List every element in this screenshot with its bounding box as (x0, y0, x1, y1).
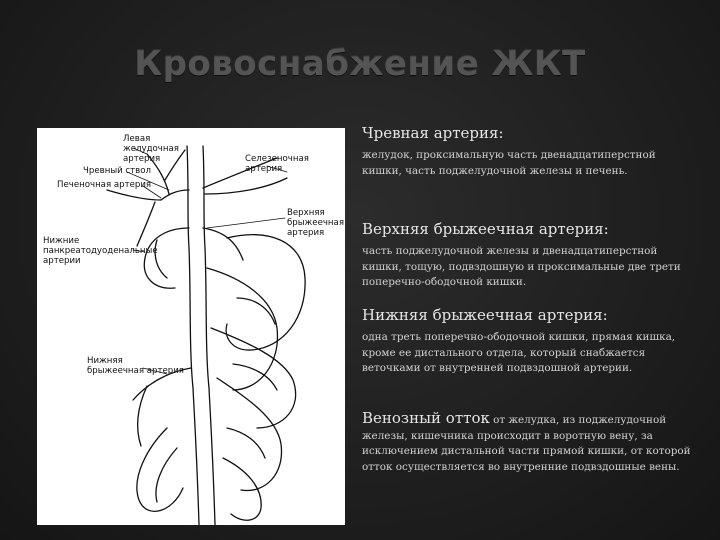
sma-loop-1 (226, 235, 305, 350)
gi-blood-supply-diagram (37, 128, 345, 525)
celiac-trunk (161, 190, 189, 200)
label-hepatic-artery: Печеночная артерия (57, 180, 152, 190)
label-ima-line2: брыжеечная артерия (87, 366, 184, 376)
label-superior-mesenteric-artery (287, 208, 344, 238)
label-left-gastric-line3: артерия (123, 154, 161, 164)
label-sma-line3: артерия (287, 228, 325, 238)
section-venous-title: Венозный отток (362, 409, 490, 427)
section-ima-title: Нижняя брыжеечная артерия: (362, 306, 608, 324)
label-splenic-line1: Селезеночная (245, 154, 309, 164)
label-sma-line2: брыжеечная (287, 218, 344, 228)
section-venous-paragraph (362, 411, 692, 475)
label-left-gastric-line2: желудочная (123, 144, 179, 154)
section-inferior-mesenteric (362, 306, 692, 377)
label-inferior-mesenteric-artery (87, 356, 184, 376)
label-sma-line1: Верхняя (287, 208, 325, 218)
label-pd-line1: Нижние (43, 236, 80, 246)
section-sma-body: часть поджелудочной железы и двенадцатиперстной кишки, тощую, подвздошную и проксимальные две трети поперечно-ободочной кишки. (362, 245, 681, 288)
splenic-branch-2 (205, 178, 287, 194)
slide-title: Кровоснабжение ЖКТ (134, 44, 586, 84)
aorta-wall (203, 146, 215, 525)
sma-branch-c (227, 428, 265, 458)
section-celiac-title: Чревная артерия: (362, 124, 504, 142)
sma-branch-a (237, 298, 275, 324)
label-celiac-trunk: Чревный ствол (83, 166, 151, 176)
superior-mesenteric-trunk (203, 228, 243, 260)
ileocolic-loop-1 (137, 428, 183, 511)
label-splenic-line2: артерия (245, 164, 283, 174)
section-venous-drainage (362, 411, 692, 475)
section-ima-body: одна треть поперечно-ободочной кишки, прямая кишка, кроме ее дистального отдела, который снабжается веточками от внутренней подвздошной артерии. (362, 331, 676, 374)
section-sma-title: Верхняя брыжеечная артерия: (362, 220, 609, 238)
label-pd-line2: панкреатодуоденальные (43, 246, 158, 256)
label-pd-line3: артерии (43, 256, 81, 266)
section-celiac-body: желудок, проксимальную часть двенадцатиперстной кишки, часть поджелудочной железы и печень. (362, 149, 656, 177)
ileocolic-loop-2 (156, 448, 177, 502)
sma-loop-3 (211, 328, 296, 428)
section-venous-body: от желудка, из поджелудочной железы, кишечника происходит в воротную вену, за исключением дистальной части прямой кишки, от которой отток осуществляется во внутренние подвздошные вены. (362, 414, 691, 473)
section-superior-mesenteric (362, 220, 692, 291)
label-pancreaticoduodenal-arteries (43, 236, 158, 266)
label-splenic-artery (245, 154, 309, 174)
label-ima-line1: Нижняя (87, 356, 123, 366)
label-left-gastric-line1: Левая (123, 134, 151, 144)
label-left-gastric-artery (123, 134, 179, 164)
leader-sma (207, 218, 285, 228)
inferior-mesenteric-branch (138, 386, 147, 446)
section-celiac (362, 124, 692, 179)
sma-loop-4 (217, 378, 282, 491)
hepatic-branch (107, 190, 161, 200)
sma-loop-2 (207, 268, 277, 390)
aorta (187, 146, 199, 525)
sma-branch-b (233, 364, 277, 390)
